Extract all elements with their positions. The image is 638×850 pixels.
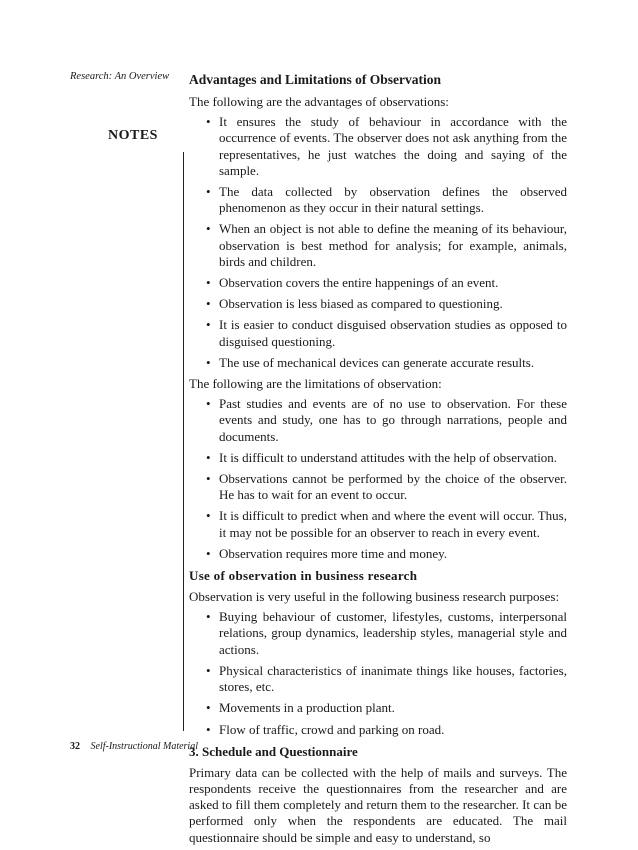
bullet-icon: • (206, 609, 211, 625)
section-title-schedule-questionnaire: 3. Schedule and Questionnaire (189, 743, 358, 759)
bullet-icon: • (206, 114, 211, 130)
bullet-icon: • (206, 545, 211, 561)
list-item: • Observations cannot be performed by the choice of the observer. He has to wait for an event to occur. (206, 471, 567, 503)
bullet-icon: • (206, 721, 211, 737)
advantages-intro: The following are the advantages of observations: (189, 94, 449, 109)
bullet-icon: • (206, 275, 211, 291)
bullet-icon: • (206, 662, 211, 678)
bullet-icon: • (206, 184, 211, 200)
margin-notes-label: NOTES (108, 128, 158, 143)
list-item: • Observation is less biased as compared to questioning. (206, 296, 503, 312)
schedule-questionnaire-paragraph: Primary data can be collected with the help of mails and surveys. The respondents receive the questionnaires from the researcher and are asked to fill them completely and return them to the researcher. It can be performed only when the respondents are educated. The mail questionnaire should be simple and easy to understand, so (189, 764, 567, 845)
business-research-list (189, 609, 567, 737)
bullet-icon: • (206, 471, 211, 487)
list-item: • It is difficult to understand attitudes with the help of observation. (206, 449, 558, 465)
main-content (189, 72, 567, 850)
bullet-icon: • (206, 317, 211, 333)
list-item: • It ensures the study of behaviour in accordance with the occurrence of events. The observer does not ask anything from the representatives, he just watches the doing and saying of the sample. (206, 114, 567, 178)
bullet-icon: • (206, 296, 211, 312)
bullet-icon: • (206, 396, 211, 412)
list-item: • The use of mechanical devices can generate accurate results. (206, 354, 535, 370)
list-item: • It is easier to conduct disguised observation studies as opposed to disguised questioning. (206, 317, 567, 349)
list-item: • Observation requires more time and money. (206, 545, 448, 561)
list-item: • When an object is not able to define the meaning of its behaviour, observation is best method for analysis; for example, animals, birds and children. (206, 221, 567, 269)
list-item: • Physical characteristics of inanimate things like houses, factories, stores, etc. (206, 662, 567, 695)
limitations-intro: The following are the limitations of observation: (189, 376, 442, 392)
business-research-intro: Observation is very useful in the following business research purposes: (189, 589, 560, 605)
list-item: • Past studies and events are of no use to observation. For these events and study, one has to go through narrations, people and documents. (206, 396, 567, 444)
bullet-icon: • (206, 508, 211, 524)
limitations-list (189, 396, 567, 562)
list-item: • The data collected by observation defines the observed phenomenon as they occur in their natural settings. (206, 184, 567, 216)
list-item: • Observation covers the entire happenings of an event. (206, 275, 499, 291)
list-item: • Flow of traffic, crowd and parking on road. (206, 721, 445, 737)
page-number: 32 (70, 741, 80, 752)
bullet-icon: • (206, 700, 211, 716)
list-item: • It is difficult to predict when and where the event will occur. Thus, it may not be possible for an observer to reach in every event. (206, 508, 567, 540)
bullet-icon: • (206, 354, 211, 370)
list-item: • Buying behaviour of customer, lifestyles, customs, interpersonal relations, group dynamics, leadership styles, managerial style and actions. (206, 609, 567, 657)
running-head: Research: An Overview (70, 71, 170, 82)
list-item: • Movements in a production plant. (206, 700, 395, 716)
margin-rule (183, 152, 184, 731)
advantages-list (189, 114, 567, 371)
section-title-advantages-limitations: Advantages and Limitations of Observation (189, 72, 442, 87)
bullet-icon: • (206, 449, 211, 465)
bullet-icon: • (206, 221, 211, 237)
page-footer (70, 741, 198, 752)
footer-label: Self-Instructional Material (90, 741, 198, 752)
section-title-business-research: Use of observation in business research (189, 568, 418, 584)
